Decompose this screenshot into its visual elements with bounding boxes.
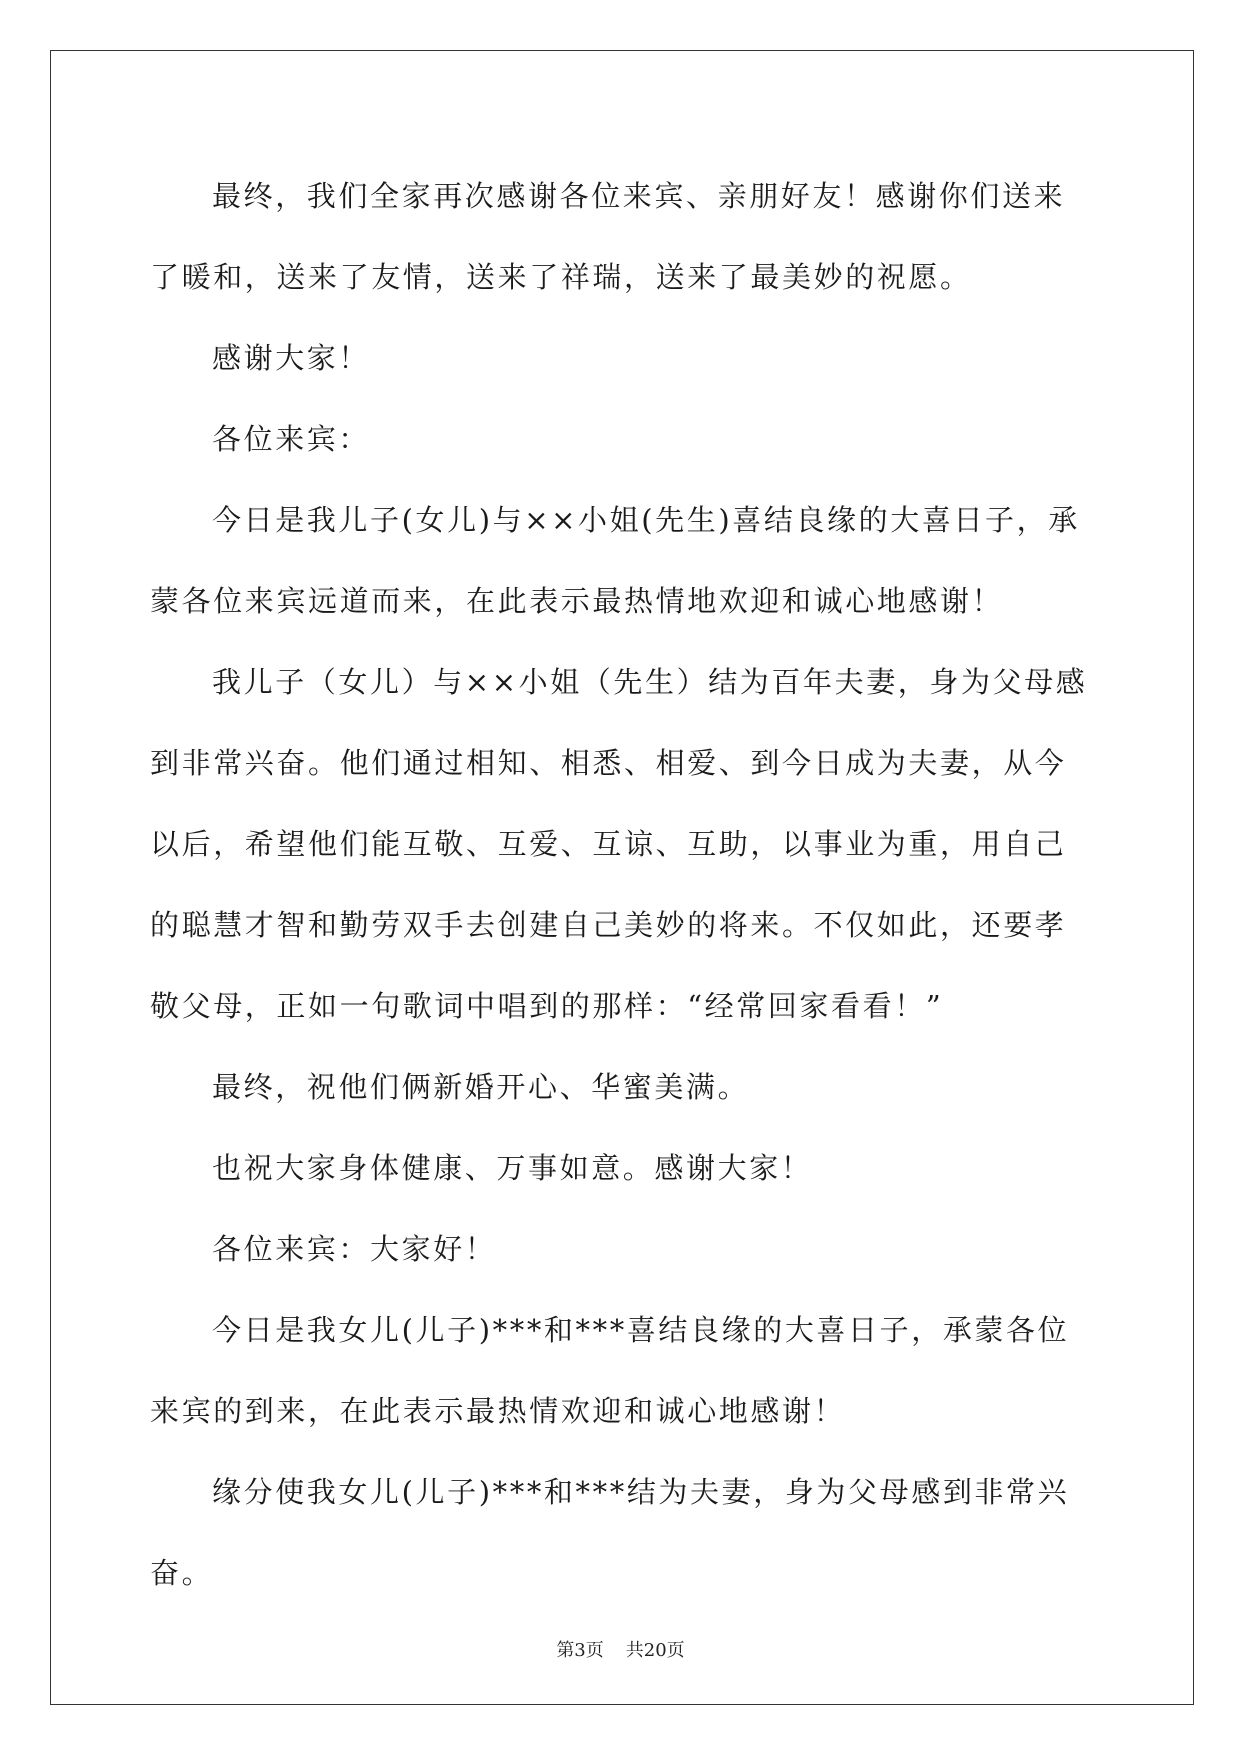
paragraph: 感谢大家！: [212, 341, 371, 375]
paragraph: 最终，我们全家再次感谢各位来宾、亲朋好友！感谢你们送来了暖和，送来了友情，送来了祥瑞，送来了最美妙的祝愿。: [150, 179, 1066, 294]
document-body: [150, 156, 1090, 1614]
paragraph: 我儿子（女儿）与××小姐（先生）结为百年夫妻，身为父母感到非常兴奋。他们通过相知、相悉、相爱、到今日成为夫妻，从今以后，希望他们能互敬、互爱、互谅、互助，以事业为重，用自己的聪慧才智和勤劳双手去创建自己美妙的将来。不仅如此，还要孝敬父母，正如一句歌词中唱到的那样：“经常回家看看！”: [150, 665, 1088, 1023]
paragraph: 今日是我儿子(女儿)与××小姐(先生)喜结良缘的大喜日子，承蒙各位来宾远道而来，在此表示最热情地欢迎和诚心地感谢！: [150, 503, 1080, 618]
paragraph: 今日是我女儿(儿子)***和***喜结良缘的大喜日子，承蒙各位来宾的到来，在此表示最热情欢迎和诚心地感谢！: [150, 1313, 1070, 1428]
paragraph: 各位来宾：大家好！: [212, 1232, 497, 1266]
page-number: 第3页: [556, 1640, 604, 1661]
page-total: 共20页: [625, 1640, 685, 1661]
paragraph: 缘分使我女儿(儿子)***和***结为夫妻，身为父母感到非常兴奋。: [150, 1475, 1070, 1590]
page-footer: [0, 1636, 1241, 1662]
paragraph: 最终，祝他们俩新婚开心、华蜜美满。: [212, 1070, 750, 1104]
paragraph: 也祝大家身体健康、万事如意。感谢大家！: [212, 1151, 813, 1185]
paragraph: 各位来宾：: [212, 422, 371, 456]
